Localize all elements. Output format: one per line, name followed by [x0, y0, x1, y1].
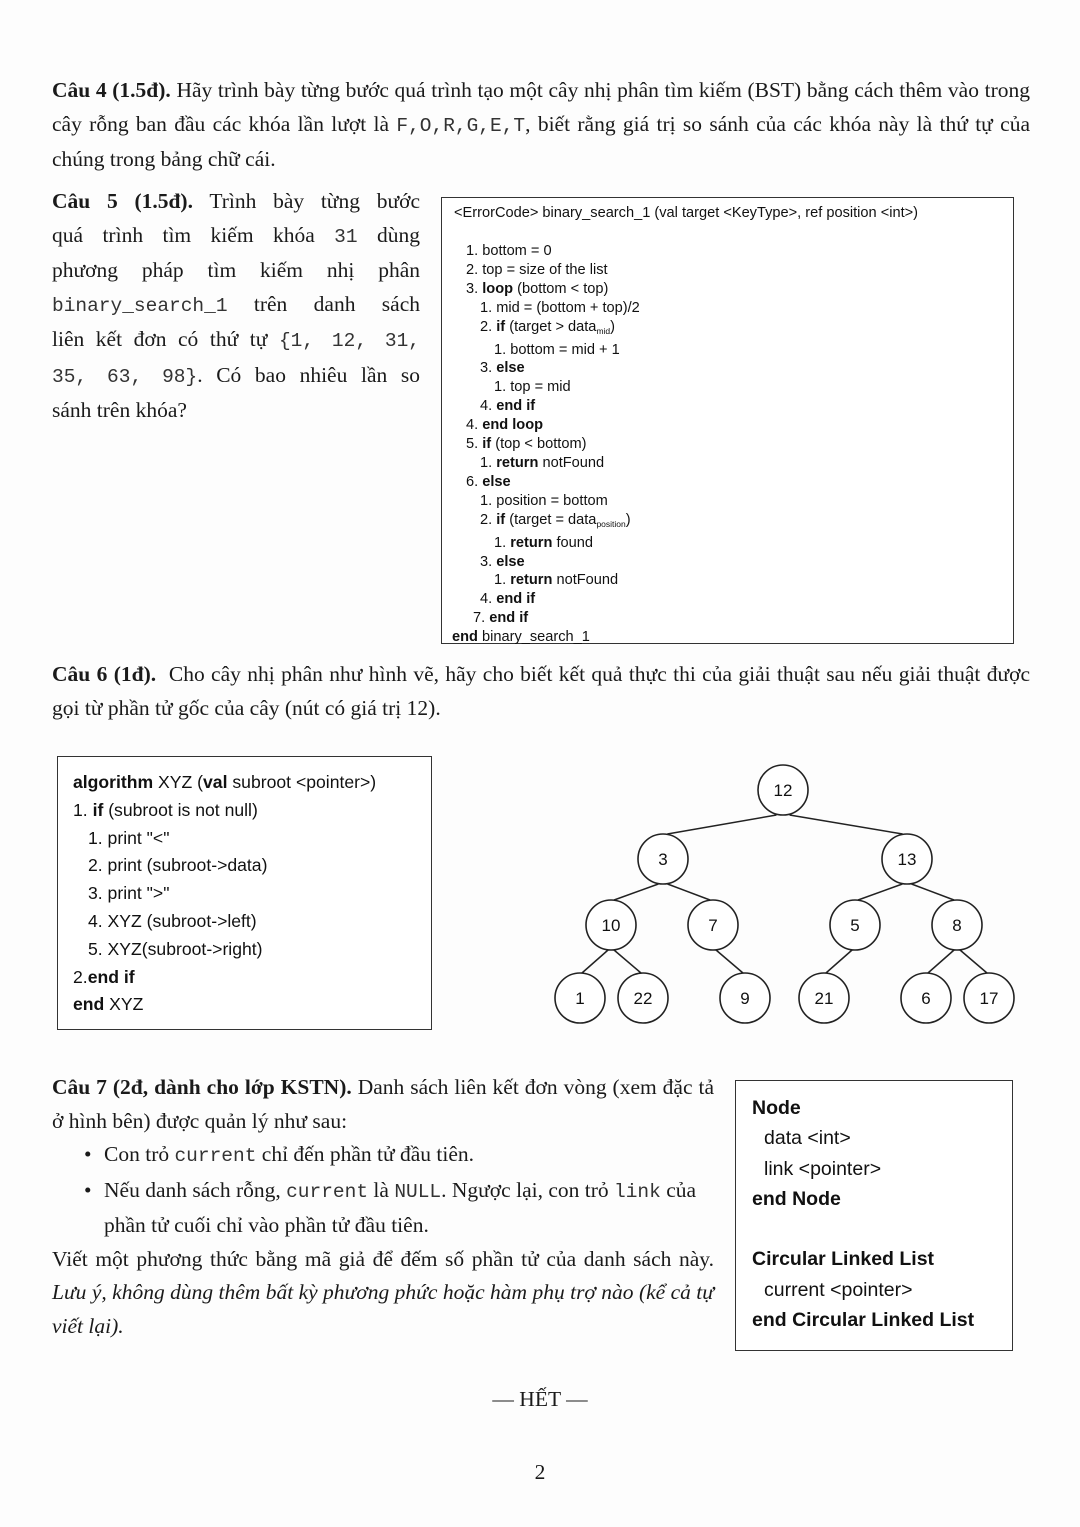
text: 5. XYZ(subroot->right): [88, 938, 263, 959]
keyword: return: [496, 454, 539, 471]
tree-edge: [668, 884, 710, 900]
text: 3.: [466, 280, 483, 297]
tree-node-value: 21: [814, 989, 834, 1008]
text: 2.: [480, 511, 497, 528]
keyword: Node: [752, 1097, 801, 1119]
tree-edge: [667, 815, 776, 834]
keyword: if: [496, 511, 506, 528]
pseudocode-line: [452, 261, 640, 280]
text: Con trỏ: [104, 1142, 175, 1166]
question-5-line: [52, 288, 420, 324]
binary-search-pseudocode-box: [441, 197, 1014, 644]
text: 6.: [466, 473, 483, 490]
pseudocode-line: [452, 553, 640, 572]
keyword: if: [92, 799, 104, 820]
keyword: if: [482, 436, 492, 453]
pseudocode-line: [452, 397, 640, 416]
keyword: end: [73, 994, 105, 1015]
subscript: mid: [596, 325, 611, 336]
keyword: if: [496, 318, 506, 335]
text: 1.: [494, 534, 511, 551]
question-7-intro-text: Danh sách liên kết đơn vòng (xem đặc tả ở hình bên) được quản lý như sau:: [52, 1075, 714, 1133]
pseudocode-line: [452, 609, 640, 628]
text: subroot <pointer>): [227, 772, 377, 792]
tree-node: [688, 900, 738, 950]
tree-node: [555, 973, 605, 1023]
pseudocode-line: [73, 908, 376, 936]
binary-search-header: <ErrorCode> binary_search_1 (val target <KeyType>, ref position <int>): [454, 205, 919, 221]
question-5-line: [52, 185, 420, 219]
tree-node-value: 5: [850, 916, 860, 935]
text: trên danh sách: [227, 291, 420, 316]
text: ): [625, 511, 631, 528]
pseudocode-line: [73, 852, 376, 880]
tree-node: [964, 973, 1014, 1023]
pseudocode-line: [452, 416, 640, 435]
keyword: end if: [496, 398, 536, 415]
binary-search-lines: [452, 242, 640, 647]
text: phương pháp tìm kiếm nhị phân: [52, 258, 420, 282]
question-5-line: [52, 323, 420, 359]
xyz-algorithm-lines: [73, 769, 376, 1019]
pseudocode-line: [452, 299, 640, 318]
tree-node: [618, 973, 668, 1023]
text: quá trình tìm kiếm khóa: [52, 222, 335, 247]
tree-node-value: 8: [952, 916, 962, 935]
text: binary_search_1: [477, 629, 590, 646]
bullet-item: [104, 1138, 714, 1174]
tree-edge: [716, 950, 743, 973]
subscript: position: [596, 518, 626, 529]
text: current <pointer>: [764, 1278, 913, 1301]
question-4-keys: F,O,R,G,E,T: [396, 114, 526, 137]
text: 1.: [480, 454, 497, 471]
text: dùng: [357, 222, 420, 247]
question-6-label: Câu 6 (1đ).: [52, 662, 157, 686]
keyword: loop: [482, 280, 514, 297]
text: 1.: [73, 799, 93, 820]
question-4-label: Câu 4 (1.5đ).: [52, 78, 171, 102]
question-7-task-text: Viết một phương thức bằng mã giả để đếm số phần tử của danh sách này.: [52, 1246, 714, 1271]
text: notFound: [552, 572, 619, 589]
tree-edge: [858, 884, 902, 900]
text: 1. print "<": [88, 827, 170, 848]
binary-tree-diagram: [540, 750, 1030, 1040]
spec-line: [752, 1184, 974, 1214]
spec-line: [752, 1244, 974, 1274]
text: notFound: [538, 454, 605, 471]
question-4-text-2: , biết rằng giá trị so sánh của các khóa này là thứ tự của chúng trong bảng chữ cái.: [52, 111, 1030, 171]
text: 1. bottom = 0: [466, 243, 552, 259]
spec-line: [752, 1093, 974, 1123]
code-text: current: [174, 1145, 257, 1167]
keyword: end if: [87, 966, 135, 987]
text: data <int>: [764, 1127, 851, 1150]
question-7-intro: [52, 1071, 714, 1138]
pseudocode-line: [73, 797, 376, 825]
pseudocode-line: [452, 318, 640, 341]
text: 3.: [480, 360, 497, 377]
pseudocode-line: [73, 880, 376, 908]
text: 4. XYZ (subroot->left): [88, 910, 257, 931]
text: 4.: [466, 417, 483, 434]
tree-edge: [928, 950, 954, 973]
tree-node-value: 13: [897, 850, 917, 869]
keyword: algorithm: [73, 772, 154, 792]
tree-node: [720, 973, 770, 1023]
pseudocode-line: [452, 628, 640, 647]
pseudocode-line: [452, 454, 640, 473]
question-7-bullets: [52, 1138, 714, 1243]
spec-line: [752, 1214, 974, 1244]
tree-node: [638, 834, 688, 884]
tree-node: [799, 973, 849, 1023]
text: Nếu danh sách rỗng,: [104, 1177, 287, 1202]
pseudocode-line: [452, 242, 640, 261]
tree-node-value: 22: [633, 989, 653, 1008]
keyword: else: [496, 553, 525, 570]
xyz-algorithm-box: [57, 756, 432, 1030]
text: chỉ đến phần tử đầu tiên.: [256, 1142, 475, 1166]
keyword: return: [510, 572, 553, 589]
text: ): [610, 318, 616, 335]
keyword: else: [482, 473, 511, 490]
spec-line: [752, 1305, 974, 1335]
question-7-task: [52, 1243, 714, 1344]
text: (subroot is not null): [103, 799, 258, 820]
text: (top < bottom): [491, 436, 587, 453]
tree-node-value: 6: [921, 989, 931, 1008]
pseudocode-line: [452, 435, 640, 454]
pseudocode-line: [452, 511, 640, 534]
keyword: end if: [489, 610, 529, 627]
text: (bottom < top): [513, 280, 609, 297]
question-7-label: Câu 7 (2đ, dành cho lớp KSTN).: [52, 1075, 352, 1099]
tree-node-value: 7: [708, 916, 718, 935]
tree-edge: [614, 884, 658, 900]
text: 1. mid = (bottom + top)/2: [480, 299, 640, 316]
pseudocode-line: [452, 473, 640, 492]
code-text: 35, 63, 98}: [52, 365, 198, 388]
keyword: end Node: [752, 1187, 841, 1210]
text: 4.: [480, 398, 497, 415]
text: found: [552, 534, 593, 551]
tree-edge: [614, 950, 641, 973]
text: của phần tử cuối chỉ vào phần tử đầu tiên.: [104, 1177, 697, 1237]
tree-node-value: 9: [740, 989, 750, 1008]
pseudocode-line: [73, 825, 376, 853]
page-number: 2: [534, 1460, 546, 1484]
text: 2. print (subroot->data): [88, 855, 268, 876]
code-text: link: [614, 1180, 661, 1203]
text: 2. top = size of the list: [466, 261, 608, 278]
code-text: NULL: [394, 1180, 442, 1203]
keyword: Câu 5 (1.5đ).: [52, 189, 193, 213]
pseudocode-line: [73, 769, 376, 797]
question-4-text-1: Hãy trình bày từng bước quá trình tạo một cây nhị phân tìm kiếm (BST) bằng cách thêm vào trong cây rỗng ban đầu các khóa lần lượt là: [52, 78, 1030, 136]
tree-edge: [582, 950, 608, 973]
text: sánh trên khóa?: [52, 398, 187, 422]
code-text: 31: [334, 225, 358, 248]
text: là: [368, 1177, 395, 1202]
question-7-note: Lưu ý, không dùng thêm bất kỳ phương phức hoặc hàm phụ trợ nào (kể cả tự viết lại).: [52, 1280, 714, 1338]
question-5: [52, 185, 420, 428]
tree-node-value: 12: [773, 781, 793, 800]
question-5-line: [52, 359, 420, 395]
keyword: end: [452, 629, 478, 646]
text: link <pointer>: [764, 1157, 882, 1180]
pseudocode-line: [452, 590, 640, 609]
tree-node: [758, 765, 808, 815]
text: 1. bottom = mid + 1: [494, 341, 620, 358]
tree-node: [932, 900, 982, 950]
keyword: else: [496, 360, 525, 377]
text: liên kết đơn có thứ tự: [52, 327, 279, 351]
keyword: end loop: [482, 417, 544, 434]
tree-node: [586, 900, 636, 950]
tree-edge: [790, 815, 903, 834]
text: (target = data: [505, 511, 597, 528]
node-spec-box: [735, 1080, 1013, 1351]
question-6: [52, 658, 1036, 725]
question-7: [52, 1071, 714, 1343]
tree-edge: [960, 950, 987, 973]
question-5-line: [52, 219, 420, 255]
tree-edges: [582, 815, 987, 973]
spec-line: [752, 1154, 974, 1184]
text: . Có bao nhiêu lần so: [197, 362, 420, 387]
text: . Ngược lại, con trỏ: [441, 1177, 615, 1202]
pseudocode-line: [452, 359, 640, 378]
pseudocode-line: [452, 571, 640, 590]
pseudocode-line: [452, 492, 640, 511]
keyword: return: [510, 534, 553, 551]
tree-node-value: 1: [575, 989, 585, 1008]
text: 1.: [494, 572, 511, 589]
tree-nodes: [555, 765, 1014, 1023]
pseudocode-line: [452, 378, 640, 397]
keyword: end Circular Linked List: [752, 1309, 975, 1332]
question-5-line: [52, 254, 420, 288]
text: 3.: [480, 553, 497, 570]
pseudocode-line: [452, 280, 640, 299]
text: XYZ (: [153, 772, 204, 792]
question-4: [52, 74, 1030, 177]
keyword: Circular Linked List: [752, 1248, 935, 1271]
code-text: {1, 12, 31,: [278, 330, 420, 352]
tree-node: [901, 973, 951, 1023]
tree-node: [830, 900, 880, 950]
text: 7.: [473, 610, 490, 627]
question-5-line: [52, 394, 420, 428]
tree-node: [882, 834, 932, 884]
pseudocode-line: [73, 991, 376, 1019]
node-spec-lines: [752, 1093, 974, 1335]
question-6-text: Cho cây nhị phân như hình vẽ, hãy cho biết kết quả thực thi của giải thuật sau nếu giải thuật được gọi từ phần tử gốc của cây (nút có giá trị 12).: [52, 662, 1036, 720]
pseudocode-line: [73, 964, 376, 992]
tree-edge: [826, 950, 852, 973]
pseudocode-line: [452, 341, 640, 360]
text: 5.: [466, 436, 483, 453]
text: 4.: [480, 591, 497, 608]
code-text: current: [286, 1180, 369, 1203]
keyword: end if: [496, 591, 536, 608]
text: Trình bày từng bước: [192, 189, 421, 213]
text: 1. top = mid: [494, 379, 571, 396]
pseudocode-line: [73, 936, 376, 964]
keyword: val: [203, 772, 228, 792]
bullet-item: [104, 1174, 714, 1243]
tree-node-value: 17: [979, 989, 999, 1008]
tree-edge: [912, 884, 954, 900]
code-text: binary_search_1: [52, 294, 228, 317]
text: (target > data: [505, 318, 597, 335]
pseudocode-line: [452, 534, 640, 553]
end-marker: — HẾT —: [492, 1387, 588, 1411]
text: XYZ: [104, 994, 144, 1015]
text: 2.: [73, 966, 88, 987]
spec-line: [752, 1275, 974, 1305]
spec-line: [752, 1123, 974, 1153]
tree-node-value: 10: [601, 916, 621, 935]
text: 3. print ">": [88, 883, 170, 904]
text: 1. position = bottom: [480, 492, 608, 509]
tree-node-value: 3: [658, 850, 668, 869]
text: 2.: [480, 318, 497, 335]
